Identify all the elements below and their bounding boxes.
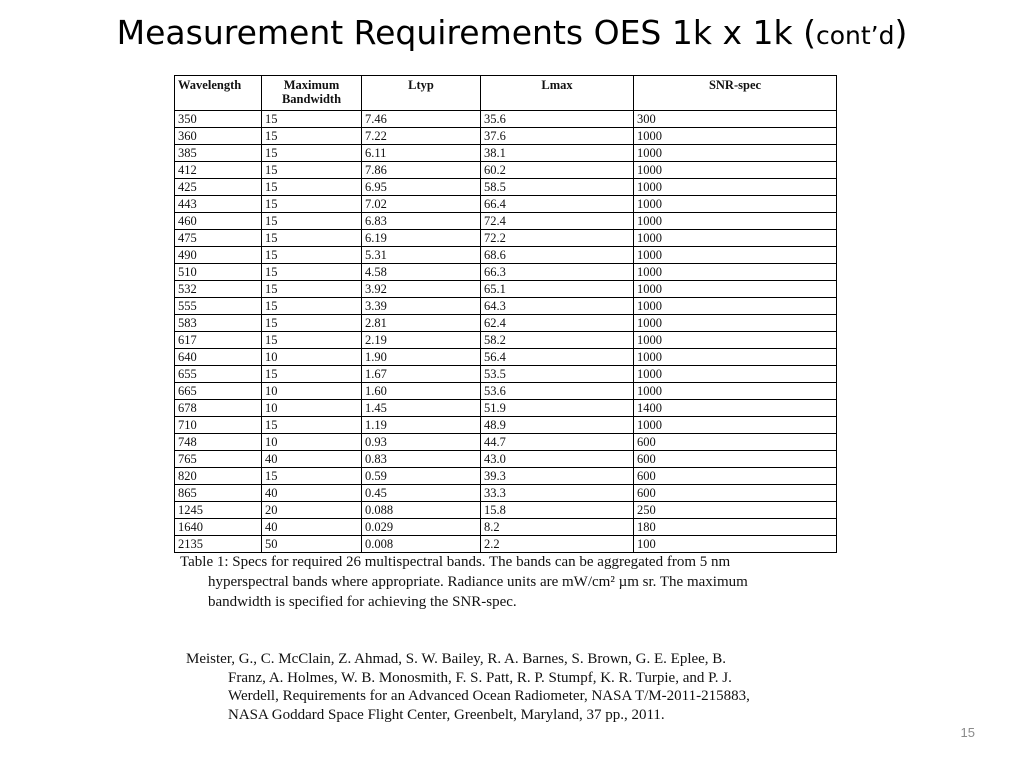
cell-wavelength: 360 bbox=[175, 128, 262, 145]
table-row bbox=[175, 349, 837, 366]
cell-lmax: 53.6 bbox=[481, 383, 634, 400]
cell-lmax: 56.4 bbox=[481, 349, 634, 366]
header-wavelength: Wavelength bbox=[175, 76, 262, 111]
cell-ltyp: 1.19 bbox=[362, 417, 481, 434]
cell-lmax: 33.3 bbox=[481, 485, 634, 502]
cell-max-bandwidth: 15 bbox=[262, 281, 362, 298]
table-header-row bbox=[175, 76, 837, 111]
cell-wavelength: 460 bbox=[175, 213, 262, 230]
spec-table bbox=[174, 75, 837, 553]
table-row bbox=[175, 298, 837, 315]
cell-snr-spec: 1000 bbox=[634, 213, 837, 230]
cell-wavelength: 820 bbox=[175, 468, 262, 485]
cell-wavelength: 350 bbox=[175, 111, 262, 128]
cell-lmax: 72.2 bbox=[481, 230, 634, 247]
cell-ltyp: 7.02 bbox=[362, 196, 481, 213]
table-row bbox=[175, 332, 837, 349]
cell-max-bandwidth: 10 bbox=[262, 383, 362, 400]
cell-max-bandwidth: 15 bbox=[262, 468, 362, 485]
cell-lmax: 60.2 bbox=[481, 162, 634, 179]
cell-ltyp: 4.58 bbox=[362, 264, 481, 281]
cell-snr-spec: 1000 bbox=[634, 145, 837, 162]
cell-lmax: 58.2 bbox=[481, 332, 634, 349]
cell-lmax: 53.5 bbox=[481, 366, 634, 383]
cell-ltyp: 1.60 bbox=[362, 383, 481, 400]
cell-snr-spec: 1000 bbox=[634, 196, 837, 213]
cell-max-bandwidth: 15 bbox=[262, 366, 362, 383]
cell-snr-spec: 600 bbox=[634, 485, 837, 502]
cell-snr-spec: 1400 bbox=[634, 400, 837, 417]
cell-max-bandwidth: 15 bbox=[262, 128, 362, 145]
cell-wavelength: 665 bbox=[175, 383, 262, 400]
cell-snr-spec: 1000 bbox=[634, 349, 837, 366]
cell-ltyp: 0.088 bbox=[362, 502, 481, 519]
cell-wavelength: 583 bbox=[175, 315, 262, 332]
caption-line: hyperspectral bands where appropriate. Radiance units are mW/cm² µm sr. The maximum bbox=[208, 574, 748, 590]
caption-line: bandwidth is specified for achieving the SNR-spec. bbox=[208, 594, 517, 610]
table-row bbox=[175, 434, 837, 451]
title-close: ) bbox=[894, 13, 908, 52]
table-row bbox=[175, 247, 837, 264]
cell-ltyp: 5.31 bbox=[362, 247, 481, 264]
cell-ltyp: 7.46 bbox=[362, 111, 481, 128]
cell-lmax: 39.3 bbox=[481, 468, 634, 485]
cell-wavelength: 617 bbox=[175, 332, 262, 349]
cell-max-bandwidth: 20 bbox=[262, 502, 362, 519]
cell-lmax: 72.4 bbox=[481, 213, 634, 230]
cell-max-bandwidth: 15 bbox=[262, 315, 362, 332]
cell-ltyp: 2.81 bbox=[362, 315, 481, 332]
cell-wavelength: 475 bbox=[175, 230, 262, 247]
cell-wavelength: 490 bbox=[175, 247, 262, 264]
cell-snr-spec: 600 bbox=[634, 451, 837, 468]
cell-max-bandwidth: 50 bbox=[262, 536, 362, 553]
header-snr-spec: SNR-spec bbox=[634, 76, 837, 111]
cell-max-bandwidth: 15 bbox=[262, 332, 362, 349]
cell-ltyp: 0.83 bbox=[362, 451, 481, 468]
cell-ltyp: 6.83 bbox=[362, 213, 481, 230]
table-row bbox=[175, 315, 837, 332]
cell-ltyp: 0.93 bbox=[362, 434, 481, 451]
cell-snr-spec: 1000 bbox=[634, 264, 837, 281]
cell-snr-spec: 300 bbox=[634, 111, 837, 128]
cell-snr-spec: 1000 bbox=[634, 162, 837, 179]
cell-ltyp: 6.19 bbox=[362, 230, 481, 247]
table-row bbox=[175, 400, 837, 417]
page-number: 15 bbox=[960, 725, 975, 740]
table-row bbox=[175, 264, 837, 281]
cell-max-bandwidth: 15 bbox=[262, 111, 362, 128]
cell-lmax: 48.9 bbox=[481, 417, 634, 434]
cell-snr-spec: 600 bbox=[634, 434, 837, 451]
cell-lmax: 2.2 bbox=[481, 536, 634, 553]
cell-ltyp: 0.008 bbox=[362, 536, 481, 553]
reference-line: NASA Goddard Space Flight Center, Greenbelt, Maryland, 37 pp., 2011. bbox=[228, 706, 665, 723]
cell-snr-spec: 1000 bbox=[634, 230, 837, 247]
reference-line: Werdell, Requirements for an Advanced Ocean Radiometer, NASA T/M-2011-215883, bbox=[228, 688, 750, 704]
reference-line: Franz, A. Holmes, W. B. Monosmith, F. S. Patt, R. P. Stumpf, K. R. Turpie, and P. J. bbox=[228, 669, 732, 686]
table-row bbox=[175, 485, 837, 502]
cell-wavelength: 425 bbox=[175, 179, 262, 196]
cell-max-bandwidth: 40 bbox=[262, 485, 362, 502]
cell-snr-spec: 1000 bbox=[634, 298, 837, 315]
cell-max-bandwidth: 15 bbox=[262, 247, 362, 264]
cell-ltyp: 0.029 bbox=[362, 519, 481, 536]
cell-lmax: 15.8 bbox=[481, 502, 634, 519]
cell-snr-spec: 600 bbox=[634, 468, 837, 485]
cell-wavelength: 748 bbox=[175, 434, 262, 451]
cell-snr-spec: 1000 bbox=[634, 179, 837, 196]
table-row bbox=[175, 179, 837, 196]
cell-ltyp: 7.22 bbox=[362, 128, 481, 145]
title-small: cont’d bbox=[815, 21, 895, 50]
cell-lmax: 37.6 bbox=[481, 128, 634, 145]
slide-title bbox=[0, 6, 1024, 63]
cell-max-bandwidth: 10 bbox=[262, 400, 362, 417]
title-main: Measurement Requirements OES 1k x 1k ( bbox=[116, 13, 816, 52]
cell-wavelength: 865 bbox=[175, 485, 262, 502]
cell-lmax: 64.3 bbox=[481, 298, 634, 315]
table-caption bbox=[180, 552, 848, 612]
cell-lmax: 68.6 bbox=[481, 247, 634, 264]
cell-lmax: 44.7 bbox=[481, 434, 634, 451]
cell-snr-spec: 1000 bbox=[634, 383, 837, 400]
table-row bbox=[175, 536, 837, 553]
cell-lmax: 65.1 bbox=[481, 281, 634, 298]
table-row bbox=[175, 111, 837, 128]
cell-snr-spec: 1000 bbox=[634, 128, 837, 145]
cell-snr-spec: 1000 bbox=[634, 247, 837, 264]
cell-max-bandwidth: 15 bbox=[262, 162, 362, 179]
cell-wavelength: 678 bbox=[175, 400, 262, 417]
cell-ltyp: 1.90 bbox=[362, 349, 481, 366]
cell-max-bandwidth: 15 bbox=[262, 417, 362, 434]
cell-wavelength: 765 bbox=[175, 451, 262, 468]
cell-max-bandwidth: 10 bbox=[262, 349, 362, 366]
cell-max-bandwidth: 15 bbox=[262, 230, 362, 247]
table-row bbox=[175, 502, 837, 519]
cell-ltyp: 1.45 bbox=[362, 400, 481, 417]
cell-ltyp: 2.19 bbox=[362, 332, 481, 349]
caption-line: Table 1: Specs for required 26 multispectral bands. The bands can be aggregated from 5 nm bbox=[180, 554, 731, 570]
cell-ltyp: 7.86 bbox=[362, 162, 481, 179]
cell-snr-spec: 180 bbox=[634, 519, 837, 536]
cell-wavelength: 412 bbox=[175, 162, 262, 179]
cell-max-bandwidth: 15 bbox=[262, 179, 362, 196]
table-row bbox=[175, 145, 837, 162]
table-row bbox=[175, 468, 837, 485]
header-maximum-bandwidth: Maximum Bandwidth bbox=[262, 76, 362, 111]
cell-wavelength: 532 bbox=[175, 281, 262, 298]
cell-lmax: 8.2 bbox=[481, 519, 634, 536]
cell-max-bandwidth: 10 bbox=[262, 434, 362, 451]
table-row bbox=[175, 162, 837, 179]
reference-line: Meister, G., C. McClain, Z. Ahmad, S. W. Bailey, R. A. Barnes, S. Brown, G. E. Eplee, B. bbox=[186, 651, 727, 667]
cell-wavelength: 655 bbox=[175, 366, 262, 383]
header-lmax: Lmax bbox=[481, 76, 634, 111]
cell-max-bandwidth: 40 bbox=[262, 451, 362, 468]
cell-max-bandwidth: 15 bbox=[262, 145, 362, 162]
cell-max-bandwidth: 40 bbox=[262, 519, 362, 536]
cell-snr-spec: 1000 bbox=[634, 315, 837, 332]
cell-wavelength: 443 bbox=[175, 196, 262, 213]
cell-ltyp: 6.11 bbox=[362, 145, 481, 162]
header-ltyp: Ltyp bbox=[362, 76, 481, 111]
cell-snr-spec: 100 bbox=[634, 536, 837, 553]
cell-ltyp: 3.92 bbox=[362, 281, 481, 298]
table-row bbox=[175, 213, 837, 230]
cell-ltyp: 3.39 bbox=[362, 298, 481, 315]
table-row bbox=[175, 519, 837, 536]
table-body bbox=[175, 111, 837, 553]
cell-lmax: 35.6 bbox=[481, 111, 634, 128]
cell-lmax: 51.9 bbox=[481, 400, 634, 417]
table-row bbox=[175, 383, 837, 400]
table-row bbox=[175, 230, 837, 247]
cell-wavelength: 1245 bbox=[175, 502, 262, 519]
reference-citation bbox=[186, 650, 846, 724]
table-row bbox=[175, 196, 837, 213]
cell-lmax: 58.5 bbox=[481, 179, 634, 196]
cell-wavelength: 555 bbox=[175, 298, 262, 315]
cell-ltyp: 1.67 bbox=[362, 366, 481, 383]
cell-wavelength: 710 bbox=[175, 417, 262, 434]
cell-wavelength: 385 bbox=[175, 145, 262, 162]
table-row bbox=[175, 417, 837, 434]
cell-max-bandwidth: 15 bbox=[262, 264, 362, 281]
cell-snr-spec: 1000 bbox=[634, 417, 837, 434]
cell-max-bandwidth: 15 bbox=[262, 196, 362, 213]
cell-wavelength: 510 bbox=[175, 264, 262, 281]
cell-snr-spec: 1000 bbox=[634, 366, 837, 383]
cell-wavelength: 1640 bbox=[175, 519, 262, 536]
cell-ltyp: 6.95 bbox=[362, 179, 481, 196]
table-row bbox=[175, 281, 837, 298]
cell-ltyp: 0.45 bbox=[362, 485, 481, 502]
cell-lmax: 38.1 bbox=[481, 145, 634, 162]
table-row bbox=[175, 128, 837, 145]
cell-snr-spec: 1000 bbox=[634, 281, 837, 298]
cell-lmax: 43.0 bbox=[481, 451, 634, 468]
cell-snr-spec: 250 bbox=[634, 502, 837, 519]
spec-table-container bbox=[174, 75, 836, 553]
cell-ltyp: 0.59 bbox=[362, 468, 481, 485]
cell-max-bandwidth: 15 bbox=[262, 213, 362, 230]
cell-lmax: 62.4 bbox=[481, 315, 634, 332]
table-row bbox=[175, 366, 837, 383]
cell-max-bandwidth: 15 bbox=[262, 298, 362, 315]
cell-lmax: 66.3 bbox=[481, 264, 634, 281]
table-row bbox=[175, 451, 837, 468]
cell-lmax: 66.4 bbox=[481, 196, 634, 213]
cell-wavelength: 640 bbox=[175, 349, 262, 366]
cell-snr-spec: 1000 bbox=[634, 332, 837, 349]
cell-wavelength: 2135 bbox=[175, 536, 262, 553]
